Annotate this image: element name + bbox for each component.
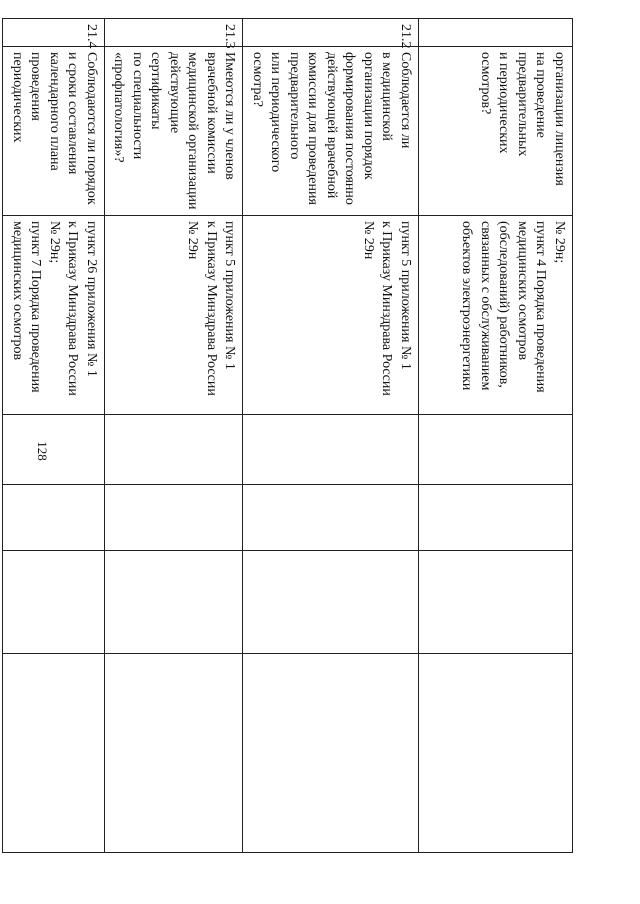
question-cell: Имеются ли у членов врачебной комиссии медицинской организации действующие сертификаты по специальности «профпатология»? (105, 47, 244, 216)
answer-no-cell (419, 485, 573, 551)
answer-no-cell (105, 485, 244, 551)
table-row (419, 19, 573, 853)
answer-na-cell (243, 551, 419, 654)
question-cell: Соблюдаются ли порядок и сроки составления календарного плана проведения периодических (3, 47, 105, 216)
answer-no-cell (243, 485, 419, 551)
answer-na-cell (419, 551, 573, 654)
notes-cell (3, 654, 105, 853)
table-row (3, 19, 105, 853)
answer-yes-cell (105, 415, 244, 485)
reference-cell: № 29н; пункт 4 Порядка проведения медицинских осмотров (обследований) работников, связанных с обслуживанием объектов электроэнергетики (419, 216, 573, 415)
answer-na-cell (105, 551, 244, 654)
table-row (105, 19, 244, 853)
answer-yes-cell (419, 415, 573, 485)
answer-no-cell (3, 485, 105, 551)
page-number: 128 (35, 441, 50, 461)
reference-cell: пункт 5 приложения № 1 к Приказу Минздрава России № 29н (105, 216, 244, 415)
row-number: 21.3 (105, 19, 244, 47)
notes-cell (105, 654, 244, 853)
checklist-table (3, 18, 574, 853)
reference-cell: пункт 26 приложения № 1 к Приказу Минздрава России № 29н; пункт 7 Порядка проведения медицинских осмотров (3, 216, 105, 415)
row-number: 21.2 (243, 19, 419, 47)
row-number (419, 19, 573, 47)
row-number: 21.4 (3, 19, 105, 47)
question-cell: Соблюдается ли в медицинской организации порядок формирования постоянно действующей врачебной комиссии для проведения предварительного или периодического осмотра? (243, 47, 419, 216)
reference-cell: пункт 5 приложения № 1 к Приказу Минздрава России № 29н (243, 216, 419, 415)
table-row (243, 19, 419, 853)
notes-cell (419, 654, 573, 853)
question-cell: организации лицензия на проведение предварительных и периодических осмотров? (419, 47, 573, 216)
notes-cell (243, 654, 419, 853)
answer-yes-cell (243, 415, 419, 485)
answer-na-cell (3, 551, 105, 654)
answer-yes-cell (3, 415, 105, 485)
